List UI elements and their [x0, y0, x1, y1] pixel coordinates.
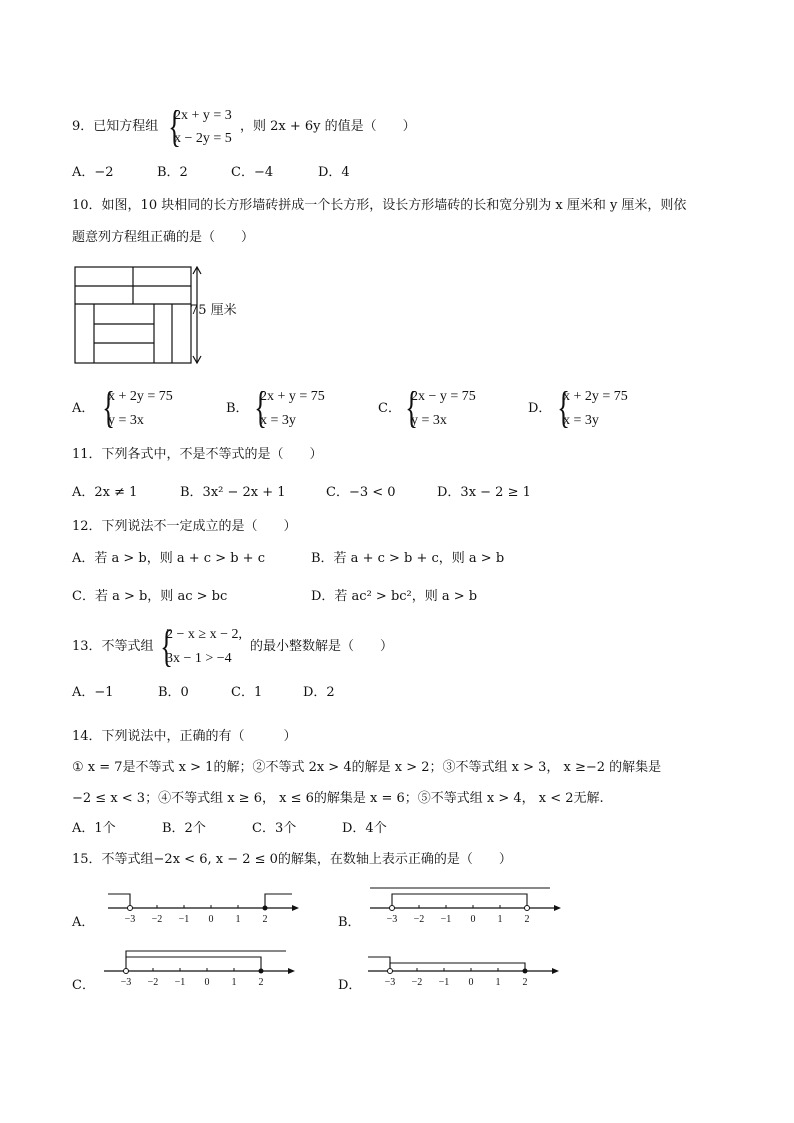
tick-label: 2: [522, 977, 528, 987]
tick-label: 1: [497, 914, 503, 924]
q10-option-c-eq1: 2x − y = 75: [411, 389, 476, 404]
q10-option-c-label: C．: [378, 401, 401, 416]
tick-label: 0: [470, 914, 476, 924]
tick-label: 2: [258, 977, 264, 987]
q9-option-c: C．−4: [231, 165, 274, 180]
q13-option-a: A．−1: [72, 685, 114, 700]
tick-label: −3: [386, 914, 398, 924]
number-line-c: [96, 945, 296, 987]
q10-option-d-label: D．: [528, 401, 552, 416]
tick-label: 1: [235, 914, 241, 924]
q15-option-a-label: A．: [72, 915, 95, 930]
q12-option-b: B．若 a + c > b + c，则 a > b: [311, 551, 505, 566]
q12-stem: 12．下列说法不一定成立的是（ ）: [72, 519, 297, 534]
tick-label: 0: [208, 914, 214, 924]
q9-prefix: 9．已知方程组: [72, 119, 159, 134]
tick-label: −1: [178, 914, 190, 924]
tick-label: 1: [231, 977, 237, 987]
q9-option-b: B．2: [157, 165, 188, 180]
tick-label: −2: [147, 977, 159, 987]
q14-line1: ① x = 7是不等式 x > 1的解；②不等式 2x > 4的解是 x > 2；③不等式组 x > 3， x ≥−2 的解集是: [72, 760, 662, 775]
q10-option-b-eq1: 2x + y = 75: [260, 389, 325, 404]
q14-option-b: B．2个: [162, 821, 206, 836]
figure-length-label: 75 厘米: [190, 303, 237, 318]
solution-ray-left: [108, 894, 130, 908]
q12-option-c: C．若 a > b，则 ac > bc: [72, 589, 228, 604]
q10-option-a-eq1: x + 2y = 75: [108, 389, 173, 404]
q11-option-a: A．2x ≠ 1: [72, 485, 138, 500]
axis-arrow: [288, 968, 295, 974]
q10-option-c-eq2: y = 3x: [411, 413, 447, 428]
q10-option-a-eq2: y = 3x: [108, 413, 144, 428]
q9-eq1: 2x + y = 3: [174, 108, 232, 123]
q13-option-b: B．0: [158, 685, 189, 700]
tick-label: −2: [413, 914, 425, 924]
open-endpoint: [525, 906, 530, 911]
solution-bracket: [126, 957, 261, 971]
q13-option-c: C．1: [231, 685, 263, 700]
q9-eq2: x − 2y = 5: [174, 131, 232, 146]
q14-option-a: A．1个: [72, 821, 116, 836]
q13-suffix: 的最小整数解是（ ）: [250, 639, 394, 654]
q10-option-d-eq1: x + 2y = 75: [563, 389, 628, 404]
q13-brace: {: [160, 622, 173, 671]
tick-label: 1: [495, 977, 501, 987]
q11-option-d: D．3x − 2 ≥ 1: [437, 485, 531, 500]
solution-bracket: [392, 894, 527, 908]
q15-option-d-label: D．: [338, 978, 362, 993]
tick-label: −1: [440, 914, 452, 924]
tick-label: 0: [204, 977, 210, 987]
tick-label: −2: [151, 914, 163, 924]
tick-label: −3: [120, 977, 132, 987]
open-endpoint: [388, 969, 393, 974]
solid-endpoint: [523, 969, 528, 974]
q10-option-b-eq2: x = 3y: [260, 413, 296, 428]
q11-option-c: C．−3 < 0: [326, 485, 396, 500]
q10-option-a-brace: {: [102, 383, 115, 432]
q10-option-a-label: A．: [72, 401, 95, 416]
q11-stem: 11．下列各式中，不是不等式的是（ ）: [72, 447, 323, 462]
q10-line1: 10．如图，10 块相同的长方形墙砖拼成一个长方形，设长方形墙砖的长和宽分别为 x 厘米和 y 厘米，则依: [72, 198, 687, 213]
q12-option-d: D．若 ac² > bc²，则 a > b: [311, 589, 478, 604]
number-line-b: [362, 882, 562, 924]
q13-prefix: 13．不等式组: [72, 639, 154, 654]
axis-arrow: [554, 905, 561, 911]
q9-suffix: ，则 2x + 6y 的值是（ ）: [240, 119, 416, 134]
q10-option-d-eq2: x = 3y: [563, 413, 599, 428]
axis-arrow: [552, 968, 559, 974]
open-endpoint: [124, 969, 129, 974]
upper-ray: [126, 951, 286, 957]
number-line-d: [360, 945, 560, 987]
tick-label: −3: [124, 914, 136, 924]
q14-option-d: D．4个: [342, 821, 387, 836]
tick-label: −2: [411, 977, 423, 987]
number-line-a: [100, 882, 300, 924]
q9-option-a: A．−2: [72, 165, 114, 180]
q13-option-d: D．2: [303, 685, 335, 700]
tick-label: −3: [384, 977, 396, 987]
q15-stem: 15．不等式组−2x < 6, x − 2 ≤ 0的解集，在数轴上表示正确的是（ ）: [72, 852, 512, 867]
axis-arrow: [292, 905, 299, 911]
q9-option-d: D．4: [318, 165, 350, 180]
q10-option-c-brace: {: [405, 383, 418, 432]
q10-line2: 题意列方程组正确的是（ ）: [72, 230, 255, 245]
tick-label: −1: [438, 977, 450, 987]
q13-eq1: 2 − x ≥ x − 2,: [166, 627, 242, 642]
tick-label: 0: [468, 977, 474, 987]
q13-eq2: 3x − 1 > −4: [166, 651, 232, 666]
solid-endpoint: [259, 969, 264, 974]
solution-bracket: [390, 963, 525, 971]
q15-option-b-label: B．: [338, 915, 361, 930]
q14-line2: −2 ≤ x < 3；④不等式组 x ≥ 6， x ≤ 6的解集是 x = 6；⑤不等式组 x > 4， x < 2无解.: [72, 791, 604, 806]
q14-option-c: C．3个: [252, 821, 297, 836]
q11-option-b: B．3x² − 2x + 1: [180, 485, 286, 500]
q14-stem: 14．下列说法中，正确的有（ ）: [72, 729, 297, 744]
solution-ray-right: [265, 894, 292, 908]
upper-ray-left: [368, 957, 390, 971]
tick-label: 2: [524, 914, 530, 924]
q10-option-d-brace: {: [557, 383, 570, 432]
solid-endpoint: [263, 906, 268, 911]
q9-brace: {: [168, 102, 181, 151]
q10-option-b-brace: {: [254, 383, 267, 432]
q10-option-b-label: B．: [226, 401, 249, 416]
open-endpoint: [128, 906, 133, 911]
q12-option-a: A．若 a > b，则 a + c > b + c: [72, 551, 265, 566]
tick-label: 2: [262, 914, 268, 924]
open-endpoint: [390, 906, 395, 911]
q15-option-c-label: C．: [72, 978, 95, 993]
tick-label: −1: [174, 977, 186, 987]
